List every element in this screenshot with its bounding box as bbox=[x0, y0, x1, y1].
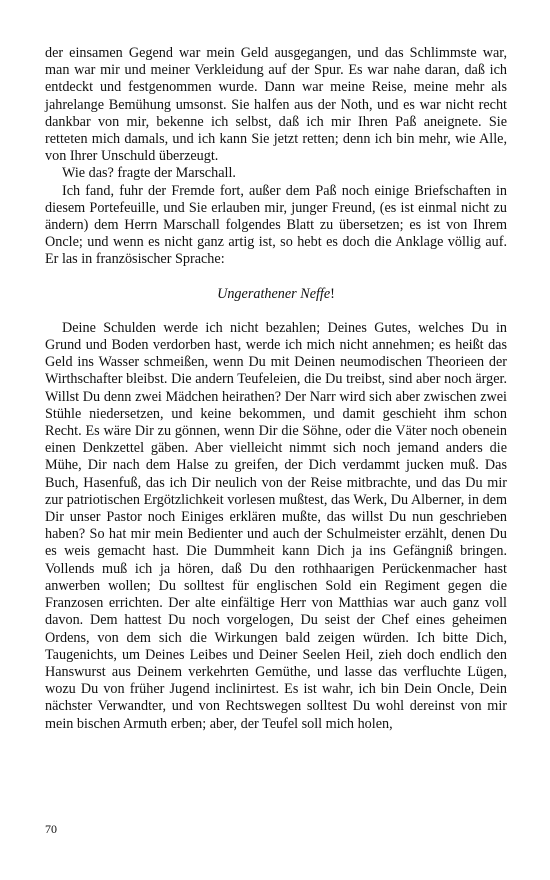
letter-heading-text: Ungerathener Neffe bbox=[217, 285, 331, 302]
paragraph-marshal-question: Wie das? fragte der Marschall. bbox=[62, 165, 236, 182]
page-number: 70 bbox=[45, 822, 57, 836]
letter-heading bbox=[45, 269, 507, 320]
paragraph-stranger-reply: Ich fand, fuhr der Fremde fort, außer dem Paß noch einige Briefschaften in diesem Portefeuille, und Sie erlauben mir, junger Freund, (es ist einmal nicht zu ändern) dem Herrn Marschall folgendes Blatt zu übersetzen; es ist von Ihrem Oncle; und wenn es nicht ganz artig ist, so hebt es doch die Anklage völlig auf. Er las in französischer Sprache: bbox=[45, 182, 507, 268]
letter-heading-mark: ! bbox=[330, 285, 335, 302]
text-block bbox=[45, 45, 507, 733]
letter-body: Deine Schulden werde ich nicht bezahlen; Deines Gutes, welches Du in Grund und Boden verdorben hast, werde ich mich nicht annehmen; es heißt das Geld ins Wasser schmeißen, wenn Du mit Deinen neumodischen Theorieen der Wirthschafter bleibst. Die andern Teufeleien, die Du treibst, sind aber noch ärger. Willst Du denn zwei Mädchen heirathen? Der Narr wird sich aber zwischen zwei Stühle niedersetzen, und keine bekommen, und damit geschieht ihm schon Recht. Es wäre Dir zu gönnen, wenn Dir die Söhne, oder die Väter noch obenein einen Denkzettel gäben. Aber vielleicht nimmt sich noch jemand anders die Mühe, Dir nach dem Halse zu greifen, der Dich verdammt jucken muß. Das Buch, Hasenfuß, das ich Dir neulich von der Reise mitbrachte, und das Du mir zur patriotischen Ergötzlichkeit vorlesen mußtest, das Werk, Du Alberner, in dem Dir unser Pastor noch Einiges erklären mußte, das willst Du nun geschrieben haben? So hat mir mein Bedienter und auch der Schulmeister erzählt, denen Du es weis gemacht hast. Die Dummheit kann Dich ja ins Gefängniß bringen. Vollends muß ich ja hören, daß Du den rothhaarigen Perückenmacher hast anwerben wollen; Du solltest für englischen Sold ein Regiment gegen die Franzosen errichten. Der alte einfältige Herr von Matthias war auch ganz voll davon. Dem hattest Du noch vorgelogen, Du seist der Chef eines geheimen Ordens, von dem sich die Wirkungen bald zeigen würden. Ich bitte Dich, Taugenichts, um Deines Leibes und Deiner Seelen Heil, zieh doch endlich den Hanswurst aus Deinem verkehrten Gemüthe, und lasse das verfluchte Lügen, wozu Du von früher Jugend inclinirtest. Es ist wahr, ich bin Dein Oncle, Dein nächster Verwandter, und von Rechtswegen solltest Du wohl dereinst von mir mein bischen Armuth erben; aber, der Teufel soll mich holen, bbox=[45, 319, 507, 732]
paragraph-continuation: der einsamen Gegend war mein Geld ausgegangen, und das Schlimmste war, man war mir und meiner Verkleidung auf der Spur. Es war nahe daran, daß ich entdeckt und festgenommen wurde. Dann war meine Reise, meine mehr als jahrelange Bemühung umsonst. Sie halfen aus der Noth, und es war nicht recht dankbar von mir, bekenne ich selbst, daß ich mir Ihren Paß aneignete. Sie retteten mich damals, und ich kann Sie jetzt retten; denn ich bin mehr, wie Alle, von Ihrer Unschuld überzeugt. bbox=[45, 45, 507, 165]
